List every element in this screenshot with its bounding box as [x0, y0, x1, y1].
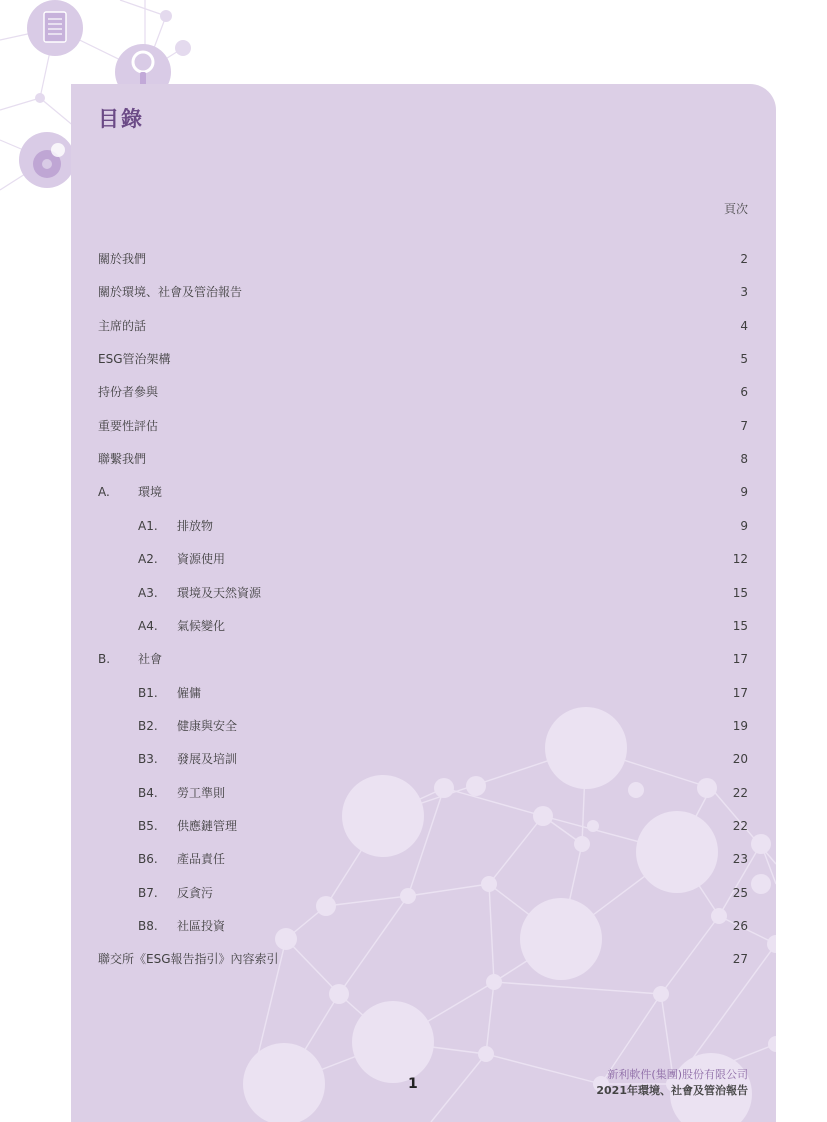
toc-entry-label: 反貪污 [177, 885, 214, 900]
toc-entry-page: 22 [732, 818, 748, 833]
toc-entry[interactable] [98, 317, 748, 335]
toc-entry-page: 17 [732, 652, 748, 667]
toc-entry[interactable] [98, 283, 748, 301]
toc-entry[interactable] [98, 350, 748, 368]
toc-entry-number: A4. [138, 618, 158, 633]
toc-entry[interactable] [98, 650, 748, 668]
toc-entry-label: 發展及培訓 [177, 752, 238, 767]
toc-entry[interactable] [98, 884, 748, 902]
toc-entry-label: 關於環境、社會及管治報告 [98, 285, 243, 300]
toc-entry-page: 22 [732, 785, 748, 800]
toc-entry[interactable] [98, 517, 748, 535]
toc-entry-label: 產品責任 [177, 852, 226, 867]
toc-entry-page: 27 [732, 952, 748, 967]
toc-entry-page: 9 [740, 485, 748, 500]
footer-page-number: 1 [408, 1076, 418, 1092]
document-icon [27, 0, 83, 56]
toc-entry-label: 環境 [138, 485, 163, 500]
toc-entry-number: A1. [138, 518, 158, 533]
footer-company-name: 新利軟件(集團)股份有限公司 [607, 1068, 748, 1081]
toc-entry-page: 15 [732, 618, 748, 633]
toc-entry-label: 主席的話 [98, 318, 147, 333]
page-column-label: 頁次 [723, 202, 748, 216]
toc-entry-label: 聯交所《ESG報告指引》內容索引 [98, 952, 279, 967]
toc-entry-label: 僱傭 [177, 685, 202, 700]
toc-entry-page: 5 [740, 352, 748, 367]
toc-entry[interactable] [98, 950, 748, 968]
toc-entry-number: A3. [138, 585, 158, 600]
toc-entry-label: 資源使用 [177, 552, 226, 567]
toc-entry-label: 排放物 [177, 518, 214, 533]
toc-entry-number: B6. [138, 852, 158, 867]
toc-entry[interactable] [98, 784, 748, 802]
toc-entry-number: A2. [138, 552, 158, 567]
footer-report-title: 2021年環境、社會及管治報告 [596, 1084, 748, 1097]
toc-entry-number: B8. [138, 919, 158, 933]
toc-entry-number: B7. [138, 885, 158, 900]
toc-entry[interactable] [98, 617, 748, 635]
toc-entry-page: 9 [740, 518, 748, 533]
toc-entry-page: 15 [732, 585, 748, 600]
toc-entry-number: A. [98, 485, 110, 500]
toc-entry[interactable] [98, 383, 748, 401]
toc-entry-number: B2. [138, 718, 158, 733]
toc-entry-number: B5. [138, 818, 158, 833]
toc-entry-page: 7 [740, 418, 748, 433]
toc-entry-page: 19 [732, 718, 748, 733]
toc-entry-page: 2 [740, 252, 748, 266]
toc-entry-number: B4. [138, 785, 158, 800]
toc-entry-page: 3 [740, 285, 748, 300]
toc-entry[interactable] [98, 250, 748, 268]
toc-entry-page: 20 [732, 752, 748, 767]
toc-entry-label: 聯繫我們 [98, 452, 147, 467]
toc-entry-page: 26 [732, 919, 748, 933]
gear-icon [19, 132, 75, 188]
toc-entry[interactable] [98, 850, 748, 868]
toc-entry-label: 健康與安全 [177, 718, 238, 733]
toc-entry-label: 社區投資 [177, 919, 226, 933]
toc-entry-label: 勞工準則 [177, 785, 226, 800]
toc-entry-page: 12 [732, 552, 748, 567]
toc-entry-label: 氣候變化 [177, 618, 226, 633]
toc-entry[interactable] [98, 483, 748, 501]
toc-entry-label: 社會 [138, 652, 163, 667]
toc-entry[interactable] [98, 450, 748, 468]
toc-entry-number: B. [98, 652, 111, 667]
toc-entry-page: 17 [732, 685, 748, 700]
page-title: 目錄 [98, 107, 144, 131]
toc-entry-label: 持份者參與 [98, 385, 159, 400]
toc-entry-page: 6 [740, 385, 748, 400]
toc-entry[interactable] [98, 917, 748, 935]
toc-entry-label: 關於我們 [98, 252, 147, 266]
toc-entry[interactable] [98, 417, 748, 435]
toc-entry[interactable] [98, 750, 748, 768]
toc-entry-label: ESG管治架構 [98, 352, 171, 367]
toc-entry[interactable] [98, 584, 748, 602]
toc-entry[interactable] [98, 550, 748, 568]
toc-entry-page: 8 [740, 452, 748, 467]
toc-entry[interactable] [98, 817, 748, 835]
toc-entry-label: 環境及天然資源 [177, 585, 262, 600]
toc-entry-label: 供應鏈管理 [177, 818, 238, 833]
toc-entry-number: B3. [138, 752, 158, 767]
toc-entry-page: 25 [732, 885, 748, 900]
toc-entry[interactable] [98, 684, 748, 702]
toc-entry[interactable] [98, 717, 748, 735]
toc-entry-label: 重要性評估 [98, 418, 159, 433]
toc-entry-number: B1. [138, 685, 158, 700]
toc-entry-page: 23 [732, 852, 748, 867]
toc-entry-page: 4 [740, 318, 748, 333]
